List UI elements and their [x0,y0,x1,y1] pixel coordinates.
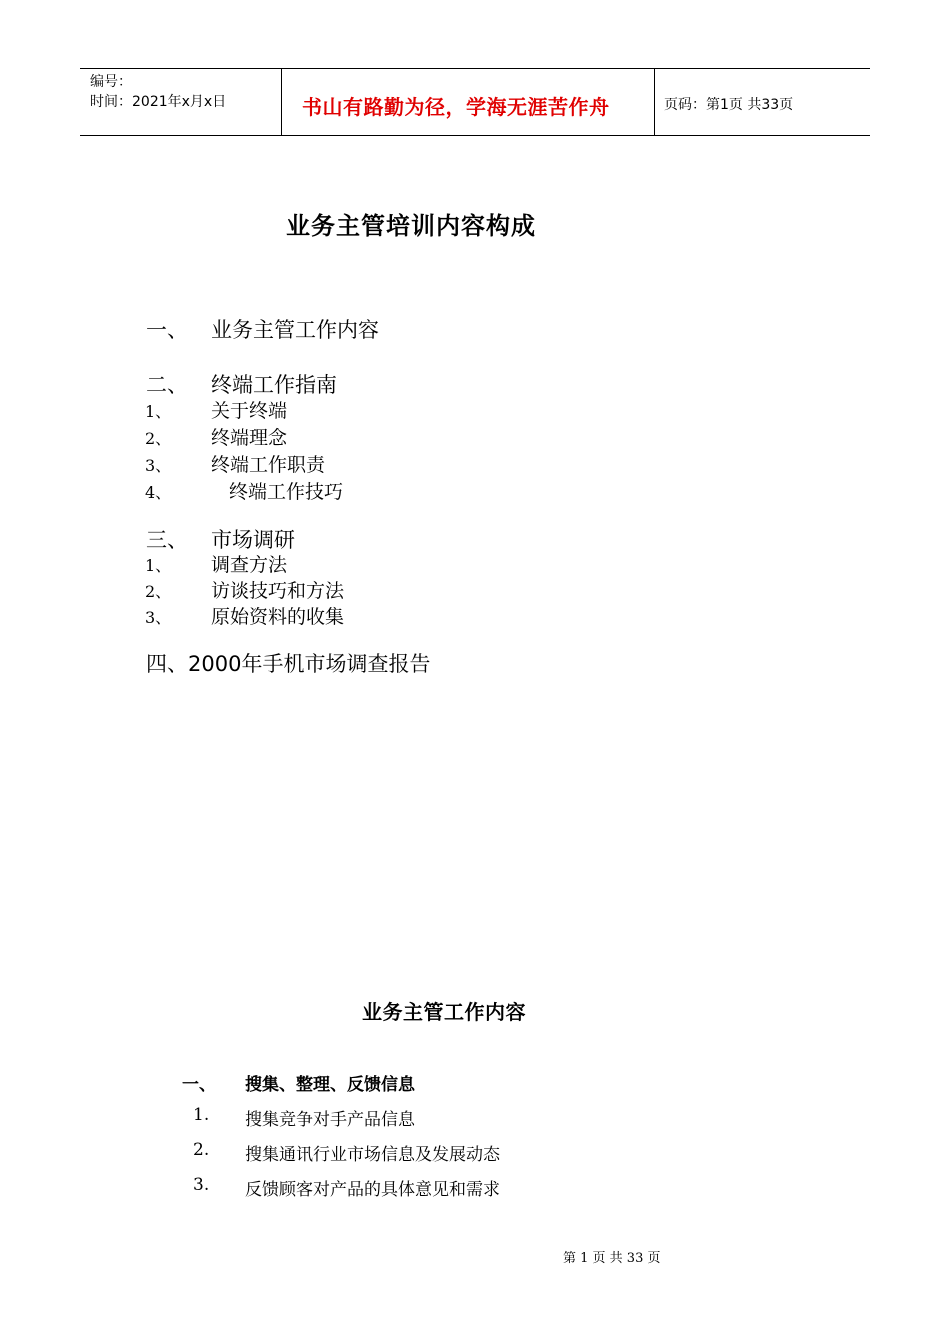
header-top-rule [80,68,870,69]
list-item-text: 调查方法 [211,554,288,576]
list-item-number: 1. [193,1105,210,1125]
list-item-text: 访谈技巧和方法 [211,580,345,602]
header-number-label: 编号： [90,74,132,90]
list-item-number: 4、 [145,483,172,502]
list-item-number: 3、 [145,608,172,627]
subsection-number: 一、 [182,1075,216,1095]
section-2-number: 二、 [146,373,188,397]
header-bottom-rule [80,135,870,136]
list-item-text: 关于终端 [211,400,288,422]
list-item-text: 终端工作技巧 [229,481,344,503]
header-page-code: 页码：第1页 共33页 [664,97,794,113]
list-item-text: 搜集竞争对手产品信息 [245,1110,415,1130]
list-item-number: 2、 [145,429,172,448]
section-heading: 业务主管工作内容 [362,1000,526,1024]
list-item-number: 1、 [145,556,172,575]
header-time-label: 时间：2021年x月x日 [90,94,227,110]
list-item-text: 终端工作职责 [211,454,326,476]
list-item-number: 2、 [145,582,172,601]
document-title: 业务主管培训内容构成 [286,212,536,240]
header-motto: 书山有路勤为径，学海无涯苦作舟 [302,95,610,119]
page-footer: 第 1 页 共 33 页 [563,1251,661,1266]
section-3-title: 市场调研 [211,528,295,552]
section-1-title: 业务主管工作内容 [211,318,379,342]
header-divider-right [654,68,655,136]
subsection-title: 搜集、整理、反馈信息 [245,1075,415,1095]
section-1-number: 一、 [146,318,188,342]
list-item-number: 3. [193,1175,210,1195]
header-divider-left [281,68,282,136]
list-item-text: 终端理念 [211,427,288,449]
section-2-title: 终端工作指南 [211,373,337,397]
section-3-number: 三、 [146,528,188,552]
section-4-title: 四、2000年手机市场调查报告 [146,652,431,676]
list-item-number: 2. [193,1140,210,1160]
list-item-text: 原始资料的收集 [211,606,345,628]
list-item-number: 1、 [145,402,172,421]
list-item-number: 3、 [145,456,172,475]
list-item-text: 反馈顾客对产品的具体意见和需求 [245,1180,500,1200]
list-item-text: 搜集通讯行业市场信息及发展动态 [245,1145,500,1165]
